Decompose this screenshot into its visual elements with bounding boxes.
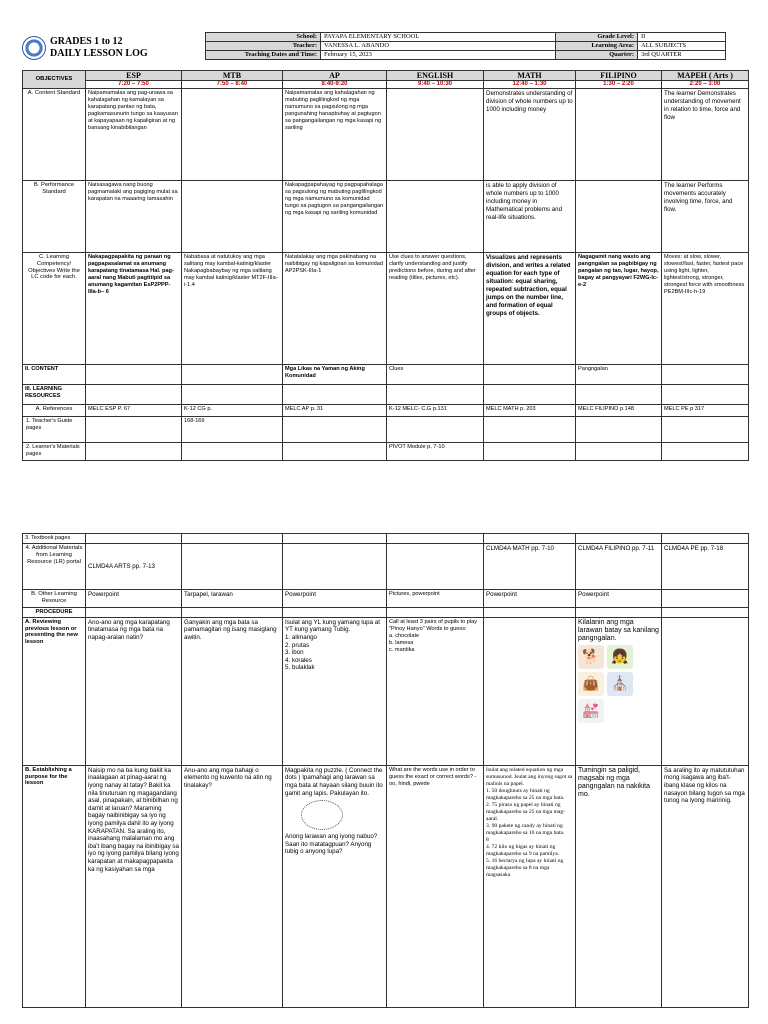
cell-purpose-mapeh: Sa araling ito ay matututuhan mong isagawa ang iba't-ibang klase ng kilos na nasayon bilang tugon sa mga tunog na iyong maririnig.: [662, 765, 749, 1007]
cell-lm-ap: [283, 443, 387, 461]
cell-competency-esp: Nakapagpapakita ng paraan ng pagpapasalamat sa anumang karapatang tinatamasa Hal. pag-aaral nang Mabuti pagtitipid sa anumang kagamitan EsP2PPP- IIIa-b– 6: [86, 253, 182, 365]
cell-olr-math: Powerpoint: [484, 590, 576, 608]
cell-proc-filipino: [576, 608, 662, 618]
cell-review-mtb: Ganyakin ang mga bata sa pamamagitan ng isang masiglang awitin.: [182, 617, 283, 765]
cell-review-esp: Ano-ano ang mga karapatang tinatamasa ng mga bata na napag-aralan natin?: [86, 617, 182, 765]
quarter-value: 3rd QUARTER: [638, 51, 726, 60]
cell-ii-content-english: Clues: [387, 365, 484, 385]
cell-ref-mapeh: MELC PE p 317: [662, 405, 749, 417]
cell-tg-ap: [283, 417, 387, 443]
cell-am-english: [387, 544, 484, 590]
dates-value: February 15, 2023: [321, 51, 556, 60]
dates-label: Teaching Dates and Time:: [206, 51, 321, 60]
cell-tg-filipino: [576, 417, 662, 443]
header-table: [205, 32, 726, 60]
cell-am-filipino: CLMD4A FILIPINO pp. 7-11: [576, 544, 662, 590]
cell-ii-content-mtb: [182, 365, 283, 385]
cell-performance-math: is able to apply division of whole numbers up to 1000 including money in Mathematical problems and real-life situations.: [484, 181, 576, 253]
list-item: 4. korales: [285, 656, 312, 664]
cell-tg-math: [484, 417, 576, 443]
cell-am-esp: CLMD4A ARTS pp. 7-13: [86, 544, 182, 590]
school-value: PAYAPA ELEMENTARY SCHOOL: [321, 33, 556, 42]
time-math: 12:40 – 1:30: [484, 81, 576, 89]
cell-ref-esp: MELC ESP P. 67: [86, 405, 182, 417]
cell-competency-math: Visualizes and represents division, and writes a related equation for each type of situation: equal sharing, repeated subtraction, equal jumps on the number line, and formation of equal groups of objects.: [484, 253, 576, 365]
cell-content-esp: Naipamamalas ang pag-unawa sa kahalagahan ng kamalayan sa karapatang pantao ng bata, pagkamasunurin tungo sa kaayusan at kapayapaan ng kapaligiran at ng bansang kinabibilangan: [86, 89, 182, 181]
row-label-textbook: 3. Textbook pages: [23, 534, 86, 544]
row-label-teachers-guide: 1. Teacher's Guide pages: [23, 417, 86, 443]
review-english-instruction: Call at least 3 pairs of pupils to play "Pinoy Hanyo" Words to guess:: [389, 618, 477, 632]
cell-review-filipino: [576, 617, 662, 765]
purpose-ap-instruction: Magpakita ng puzzle. ( Connect the dots ) Ipamahagi ang larawan sa mga bata at hayaan silang buuin ito gamit ang lapis. Pakulayan ito.: [285, 766, 383, 797]
cell-content-filipino: [576, 89, 662, 181]
cell-competency-ap: Natatalakay ang mga pakinabang na naibibigay ng kapaligiran sa komunidad AP2PSK-IIIa-1: [283, 253, 387, 365]
cell-content-mapeh: The learner Demonstrates understanding of movement in relation to time, force and flow: [662, 89, 749, 181]
cell-competency-filipino: Nagagamit nang wasto ang pangngalan sa pagbibigay ng pangalan ng tao, lugar, hayop, bagay at pangyayari F2WG-Ic-e-2: [576, 253, 662, 365]
row-label-content: II. CONTENT: [23, 365, 86, 385]
grade-value: II: [638, 33, 726, 42]
row-label-learning-resources: III. LEARNING RESOURCES: [23, 385, 86, 405]
cell-competency-mtb: Nababasa at natutukoy ang mga salitang may kambal-katinig/klaster Nakapagbabaybay ng mga salitang may kambal katinig/klaster MT2F-IIIa-i-1.4: [182, 253, 283, 365]
cell-lr-filipino: [576, 385, 662, 405]
row-label-establishing: B. Establishing a purpose for the lesson: [23, 765, 86, 1007]
row-label-performance-standard: B. Performance Standard: [23, 181, 86, 253]
cell-lr-mtb: [182, 385, 283, 405]
cell-review-math: [484, 617, 576, 765]
cell-tg-esp: [86, 417, 182, 443]
cell-lm-math: [484, 443, 576, 461]
cell-olr-mapeh: [662, 590, 749, 608]
cell-am-mapeh: CLMD4A PE pp. 7-18: [662, 544, 749, 590]
cell-olr-mtb: Tarpapel, larawan: [182, 590, 283, 608]
page-1: [0, 0, 768, 470]
cell-proc-english: [387, 608, 484, 618]
picture-gallery: [578, 645, 659, 723]
subject-english: ENGLISH: [387, 71, 484, 81]
cell-lr-math: [484, 385, 576, 405]
page-2: [0, 530, 768, 1024]
lesson-table-part1: [22, 70, 749, 461]
wedding-icon: 💒: [578, 699, 604, 723]
list-item: 2. prutas: [285, 641, 310, 649]
review-filipino-instruction: Kilalanin ang mga larawan batay sa kanilang pangngalan.: [578, 618, 659, 642]
cell-lm-filipino: [576, 443, 662, 461]
cell-review-english: [387, 617, 484, 765]
cell-performance-english: [387, 181, 484, 253]
cell-tb-mtb: [182, 534, 283, 544]
cell-purpose-mtb: Anu-ano ang mga bahagi o elemento ng kuwento na atin ng tinalakay?: [182, 765, 283, 1007]
cell-lr-english: [387, 385, 484, 405]
cell-lr-esp: [86, 385, 182, 405]
bag-icon: 👜: [578, 672, 604, 696]
cell-proc-math: [484, 608, 576, 618]
cell-am-math: CLMD4A MATH pp. 7-10: [484, 544, 576, 590]
cell-content-mtb: [182, 89, 283, 181]
cell-purpose-english: What are the words use in order to guess the exact or correct words? -oo, hindi, pwede: [387, 765, 484, 1007]
cell-tb-esp: [86, 534, 182, 544]
lesson-table-part2: [22, 533, 749, 1008]
subject-ap: AP: [283, 71, 387, 81]
cell-tb-mapeh: [662, 534, 749, 544]
list-item: b. lamesa: [389, 639, 414, 646]
teacher-value: VANESSA L. ABANDO: [321, 42, 556, 51]
cell-am-ap: [283, 544, 387, 590]
cell-purpose-esp: Naisip mo na ba kung bakit ka inaalagaan at pinag-aaral ng iyong nanay at tatay? Bakit ka nila tinuturuan ng magagandang asal, pinapakain, at binibilhan ng damit at laruan? Maraming bagay naibinibigay sa iyo ng iyong pamilya dahil ito ay iyong KARAPATAN. Sa araling ito, inaasahang malalaman mo ang iba't ibang bagay na ibinibigay sa iyo ng iyong pamilya bilang iyong karapatan at makapagpapakita ka ng kasiyahan sa mga: [86, 765, 182, 1007]
row-label-procedure: PROCEDURE: [23, 608, 86, 618]
list-item: a. chocolate: [389, 632, 420, 639]
cell-competency-english: Use clues to answer questions, clarify understanding and justify predictions before, during and after reading (titles, pictures, etc).: [387, 253, 484, 365]
purpose-ap-questions: Anong larawan ang iyong nabuo? Saan ito matatagpuan? Anyong tubig o anyong lupa?: [285, 833, 378, 856]
cell-tb-filipino: [576, 534, 662, 544]
quarter-label: Quarter:: [556, 51, 638, 60]
cell-olr-ap: Powerpoint: [283, 590, 387, 608]
cell-ii-content-filipino: Pangngalan: [576, 365, 662, 385]
cell-ref-english: K-12 MELC- C.G p.131: [387, 405, 484, 417]
time-mapeh: 2:20 – 3:00: [662, 81, 749, 89]
cell-tg-english: [387, 417, 484, 443]
time-esp: 7:20 – 7:50: [86, 81, 182, 89]
cell-performance-mapeh: The learner Performs movements accurately involving time, force, and flow.: [662, 181, 749, 253]
row-label-learning-competency: C. Learning Competency/ Objectives Write the LC code for each.: [23, 253, 86, 365]
cell-performance-ap: Nakapagpapahayag ng pagpapahalaga sa pagsulong ng mabuting paglilingkod ng mga namumuno sa komunidad tungo sa pagtugon sa pangangailangan ng mga kasapi ng sariling komunidad: [283, 181, 387, 253]
list-item: 4. 72 kilo ng bigas ay hinati ng magkakapareho sa 9 na pamilya.: [486, 843, 560, 857]
list-item: 8: [486, 836, 489, 843]
subject-filipino: FILIPINO: [576, 71, 662, 81]
area-label: Learning Area:: [556, 42, 638, 51]
list-item: c. mantika: [389, 646, 415, 653]
cell-olr-filipino: Powerpoint: [576, 590, 662, 608]
list-item: 1. 50 doughnuts ay hinati ng magkakapareho sa 25 na mga bata.: [486, 787, 565, 801]
list-item: 3. ibon: [285, 649, 304, 657]
review-ap-instruction: Isulat ang YL kung yamang lupa at YT kung yamang Tubig.: [285, 618, 380, 634]
subject-mtb: MTB: [182, 71, 283, 81]
teacher-label: Teacher:: [206, 42, 321, 51]
row-label-other-resources: B. Other Learning Resource: [23, 590, 86, 608]
cell-olr-english: Pictures, powerpoint: [387, 590, 484, 608]
cell-review-ap: [283, 617, 387, 765]
cell-ii-content-esp: [86, 365, 182, 385]
row-label-reviewing: A. Reviewing previous lesson or presenting the new lesson: [23, 617, 86, 765]
cell-lr-ap: [283, 385, 387, 405]
cell-olr-esp: Powerpoint: [86, 590, 182, 608]
row-label-content-standard: A. Content Standard: [23, 89, 86, 181]
subject-math: MATH: [484, 71, 576, 81]
row-label-learners-materials: 2. Learner's Materials pages: [23, 443, 86, 461]
deped-seal-icon: [22, 36, 46, 60]
cell-tg-mtb: 168-169: [182, 417, 283, 443]
cell-review-mapeh: [662, 617, 749, 765]
form-title-line2: DAILY LESSON LOG: [50, 48, 148, 59]
time-mtb: 7:50 – 8:40: [182, 81, 283, 89]
cell-performance-esp: Naisasagawa nang buong pagmamalaki ang pagiging mulat sa karapatan na maaaring tamasahin: [86, 181, 182, 253]
cell-purpose-filipino: Tumingin sa paligid, magsabi ng mga pangngalan na nakikita mo.: [576, 765, 662, 1007]
cell-tb-math: [484, 534, 576, 544]
cell-purpose-ap: [283, 765, 387, 1007]
cell-ref-math: MELC MATH p. 203: [484, 405, 576, 417]
list-item: 5. bulaklak: [285, 664, 315, 672]
cell-ref-ap: MELC AP p. 31: [283, 405, 387, 417]
cell-am-mtb: [182, 544, 283, 590]
church-icon: ⛪: [607, 672, 633, 696]
purpose-math-instruction: Isulat ang related equation ng mga sumusunod. Isulat ang inyong sagot sa malinis na papel.: [486, 766, 573, 787]
list-item: 3. 90 pakete ng candy ay hinati ng magkakapareho sa 10 na mga bata.: [486, 822, 565, 836]
subject-mapeh: MAPEH ( Arts ): [662, 71, 749, 81]
row-label-references: A. References: [23, 405, 86, 417]
cell-content-english: [387, 89, 484, 181]
cell-lm-mtb: [182, 443, 283, 461]
dog-icon: 🐕: [578, 645, 604, 669]
list-item: 1. alimango: [285, 633, 317, 641]
objectives-header: OBJECTIVES: [23, 71, 86, 89]
cell-lm-english: PIVOT Module p. 7-10: [387, 443, 484, 461]
cell-content-ap: Naipamamalas ang kahalagahan ng mabuting paglilingkod ng mga namumuno sa pagsulong ng mga pangunahing hanapbuhay at pagtugon sa pangangailangan ng mga kasapi ng sariling: [283, 89, 387, 181]
cell-proc-mapeh: [662, 608, 749, 618]
area-value: ALL SUBJECTS: [638, 42, 726, 51]
subject-esp: ESP: [86, 71, 182, 81]
cell-ii-content-mapeh: [662, 365, 749, 385]
cell-proc-mtb: [182, 608, 283, 618]
cell-content-math: Demonstrates understanding of division of whole numbers up to 1000 including money: [484, 89, 576, 181]
cell-proc-esp: [86, 608, 182, 618]
grade-label: Grade Level:: [556, 33, 638, 42]
row-label-additional-materials: 4. Additional Materials from Learning Resource (LR) portal: [23, 544, 86, 590]
cell-lr-mapeh: [662, 385, 749, 405]
cell-ii-content-math: [484, 365, 576, 385]
cell-lm-esp: [86, 443, 182, 461]
cell-tg-mapeh: [662, 417, 749, 443]
time-ap: 8:40-9:20: [283, 81, 387, 89]
school-label: School:: [206, 33, 321, 42]
cell-competency-mapeh: Moves: at slow, slower, slowest/fast, faster, fastest pace using light, lighter, lightest/strong, stronger, strongest force with smoothness PE2BM-IIIc-h-19: [662, 253, 749, 365]
cell-purpose-math: [484, 765, 576, 1007]
cell-lm-mapeh: [662, 443, 749, 461]
cell-performance-mtb: [182, 181, 283, 253]
cell-proc-ap: [283, 608, 387, 618]
cell-ref-mtb: K-12 CG p.: [182, 405, 283, 417]
cell-performance-filipino: [576, 181, 662, 253]
cell-tb-ap: [283, 534, 387, 544]
connect-the-dots-puzzle-icon: [301, 800, 343, 830]
cell-ii-content-ap: Mga Likas na Yaman ng Aking Komunidad: [283, 365, 387, 385]
girl-icon: 👧: [607, 645, 633, 669]
list-item: 2. 75 piraso ng papel ay hinati ng magkakapareho sa 25 na mga mag-aaral.: [486, 801, 566, 822]
time-filipino: 1:30 – 2:20: [576, 81, 662, 89]
cell-ref-filipino: MELC FILIPINO p.148: [576, 405, 662, 417]
list-item: 5. 16 hectarya ng lupa ay hinati ng magkakapareho sa 8 na mga magsasaka: [486, 857, 564, 878]
cell-tb-english: [387, 534, 484, 544]
time-english: 9:40 – 10:30: [387, 81, 484, 89]
form-title-line1: GRADES 1 to 12: [50, 36, 123, 47]
